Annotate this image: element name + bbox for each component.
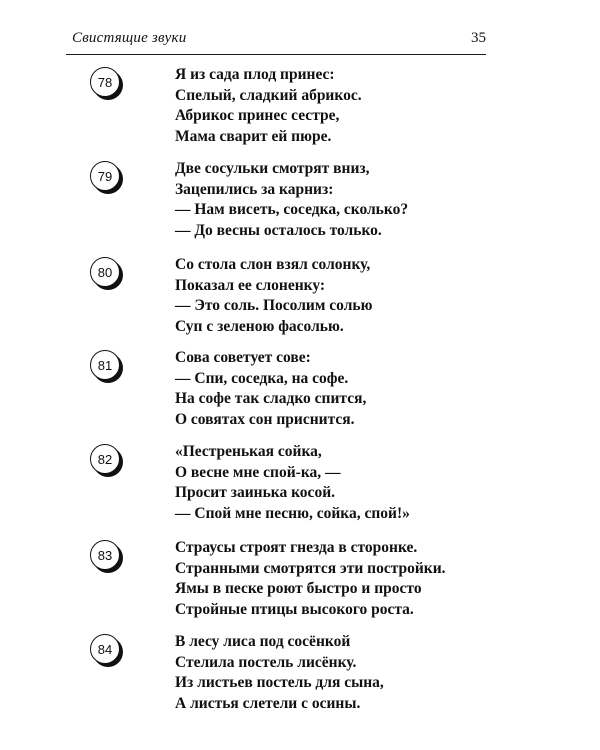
page-number: 35	[471, 30, 486, 46]
poem-line: О совятах сон приснится.	[175, 410, 355, 428]
poem-line: Ямы в песке роют быстро и просто	[175, 580, 422, 597]
poem-block	[0, 65, 600, 155]
poem-line: Сова советует сове:	[175, 349, 311, 366]
poem-line: «Пестренькая сойка,	[175, 443, 322, 460]
poem-lines	[175, 159, 408, 241]
poem-line: Суп с зеленою фасолью.	[175, 317, 344, 335]
poem-line: Стелила постель лисёнку.	[175, 653, 357, 671]
poem-lines	[175, 442, 410, 524]
poem-line: Из листьев постель для сына,	[175, 674, 384, 691]
poem-number-badge	[90, 257, 122, 289]
poem-number-badge	[90, 540, 122, 572]
poem-block	[0, 159, 600, 249]
poem-line: Две сосульки смотрят вниз,	[175, 160, 370, 177]
poem-line: Просит заинька косой.	[175, 484, 335, 501]
poem-number: 82	[90, 444, 120, 474]
poem-line: Показал ее слоненку:	[175, 276, 326, 294]
poem-number: 80	[90, 257, 120, 287]
poem-line: — Нам висеть, соседка, сколько?	[175, 201, 409, 218]
poem-lines	[175, 632, 384, 714]
poem-block	[0, 442, 600, 532]
poem-number: 78	[90, 67, 120, 97]
poem-line: Спелый, сладкий абрикос.	[175, 86, 362, 104]
poem-line: А листья слетели с осины.	[175, 694, 361, 712]
poem-number: 83	[90, 540, 120, 570]
poem-line: О весне мне спой-ка, —	[175, 463, 341, 481]
poem-line: На софе так сладко спится,	[175, 390, 367, 407]
poem-lines	[175, 348, 366, 430]
poem-block	[0, 255, 600, 345]
poem-number-badge	[90, 161, 122, 193]
poem-number-badge	[90, 67, 122, 99]
poem-block	[0, 538, 600, 628]
poem-line: Абрикос принес сестре,	[175, 107, 340, 124]
poem-number: 79	[90, 161, 120, 191]
poem-line: Мама сварит ей пюре.	[175, 127, 332, 145]
section-title: Свистящие звуки	[72, 30, 187, 46]
poem-lines	[175, 538, 446, 620]
poem-number-badge	[90, 634, 122, 666]
poem-number-badge	[90, 444, 122, 476]
page-header	[66, 28, 486, 55]
poem-line: Я из сада плод принес:	[175, 66, 335, 83]
poem-number-badge	[90, 350, 122, 382]
poem-line: Странными смотрятся эти постройки.	[175, 559, 446, 577]
poem-line: Стройные птицы высокого роста.	[175, 600, 414, 618]
poem-lines	[175, 255, 372, 337]
poem-line: В лесу лиса под сосёнкой	[175, 633, 351, 650]
poem-line: — Спи, соседка, на софе.	[175, 369, 349, 387]
poem-line: — Спой мне песню, сойка, спой!»	[175, 504, 410, 522]
poem-line: Зацепились за карниз:	[175, 180, 334, 198]
poem-line: Страусы строят гнезда в сторонке.	[175, 539, 418, 556]
poem-lines	[175, 65, 362, 147]
poem-line: — До весны осталось только.	[175, 221, 382, 239]
poem-line: Со стола слон взял солонку,	[175, 256, 371, 273]
poem-number: 81	[90, 350, 120, 380]
poem-block	[0, 348, 600, 438]
poem-line: — Это соль. Посолим солью	[175, 297, 373, 314]
poem-number: 84	[90, 634, 120, 664]
poem-block	[0, 632, 600, 722]
